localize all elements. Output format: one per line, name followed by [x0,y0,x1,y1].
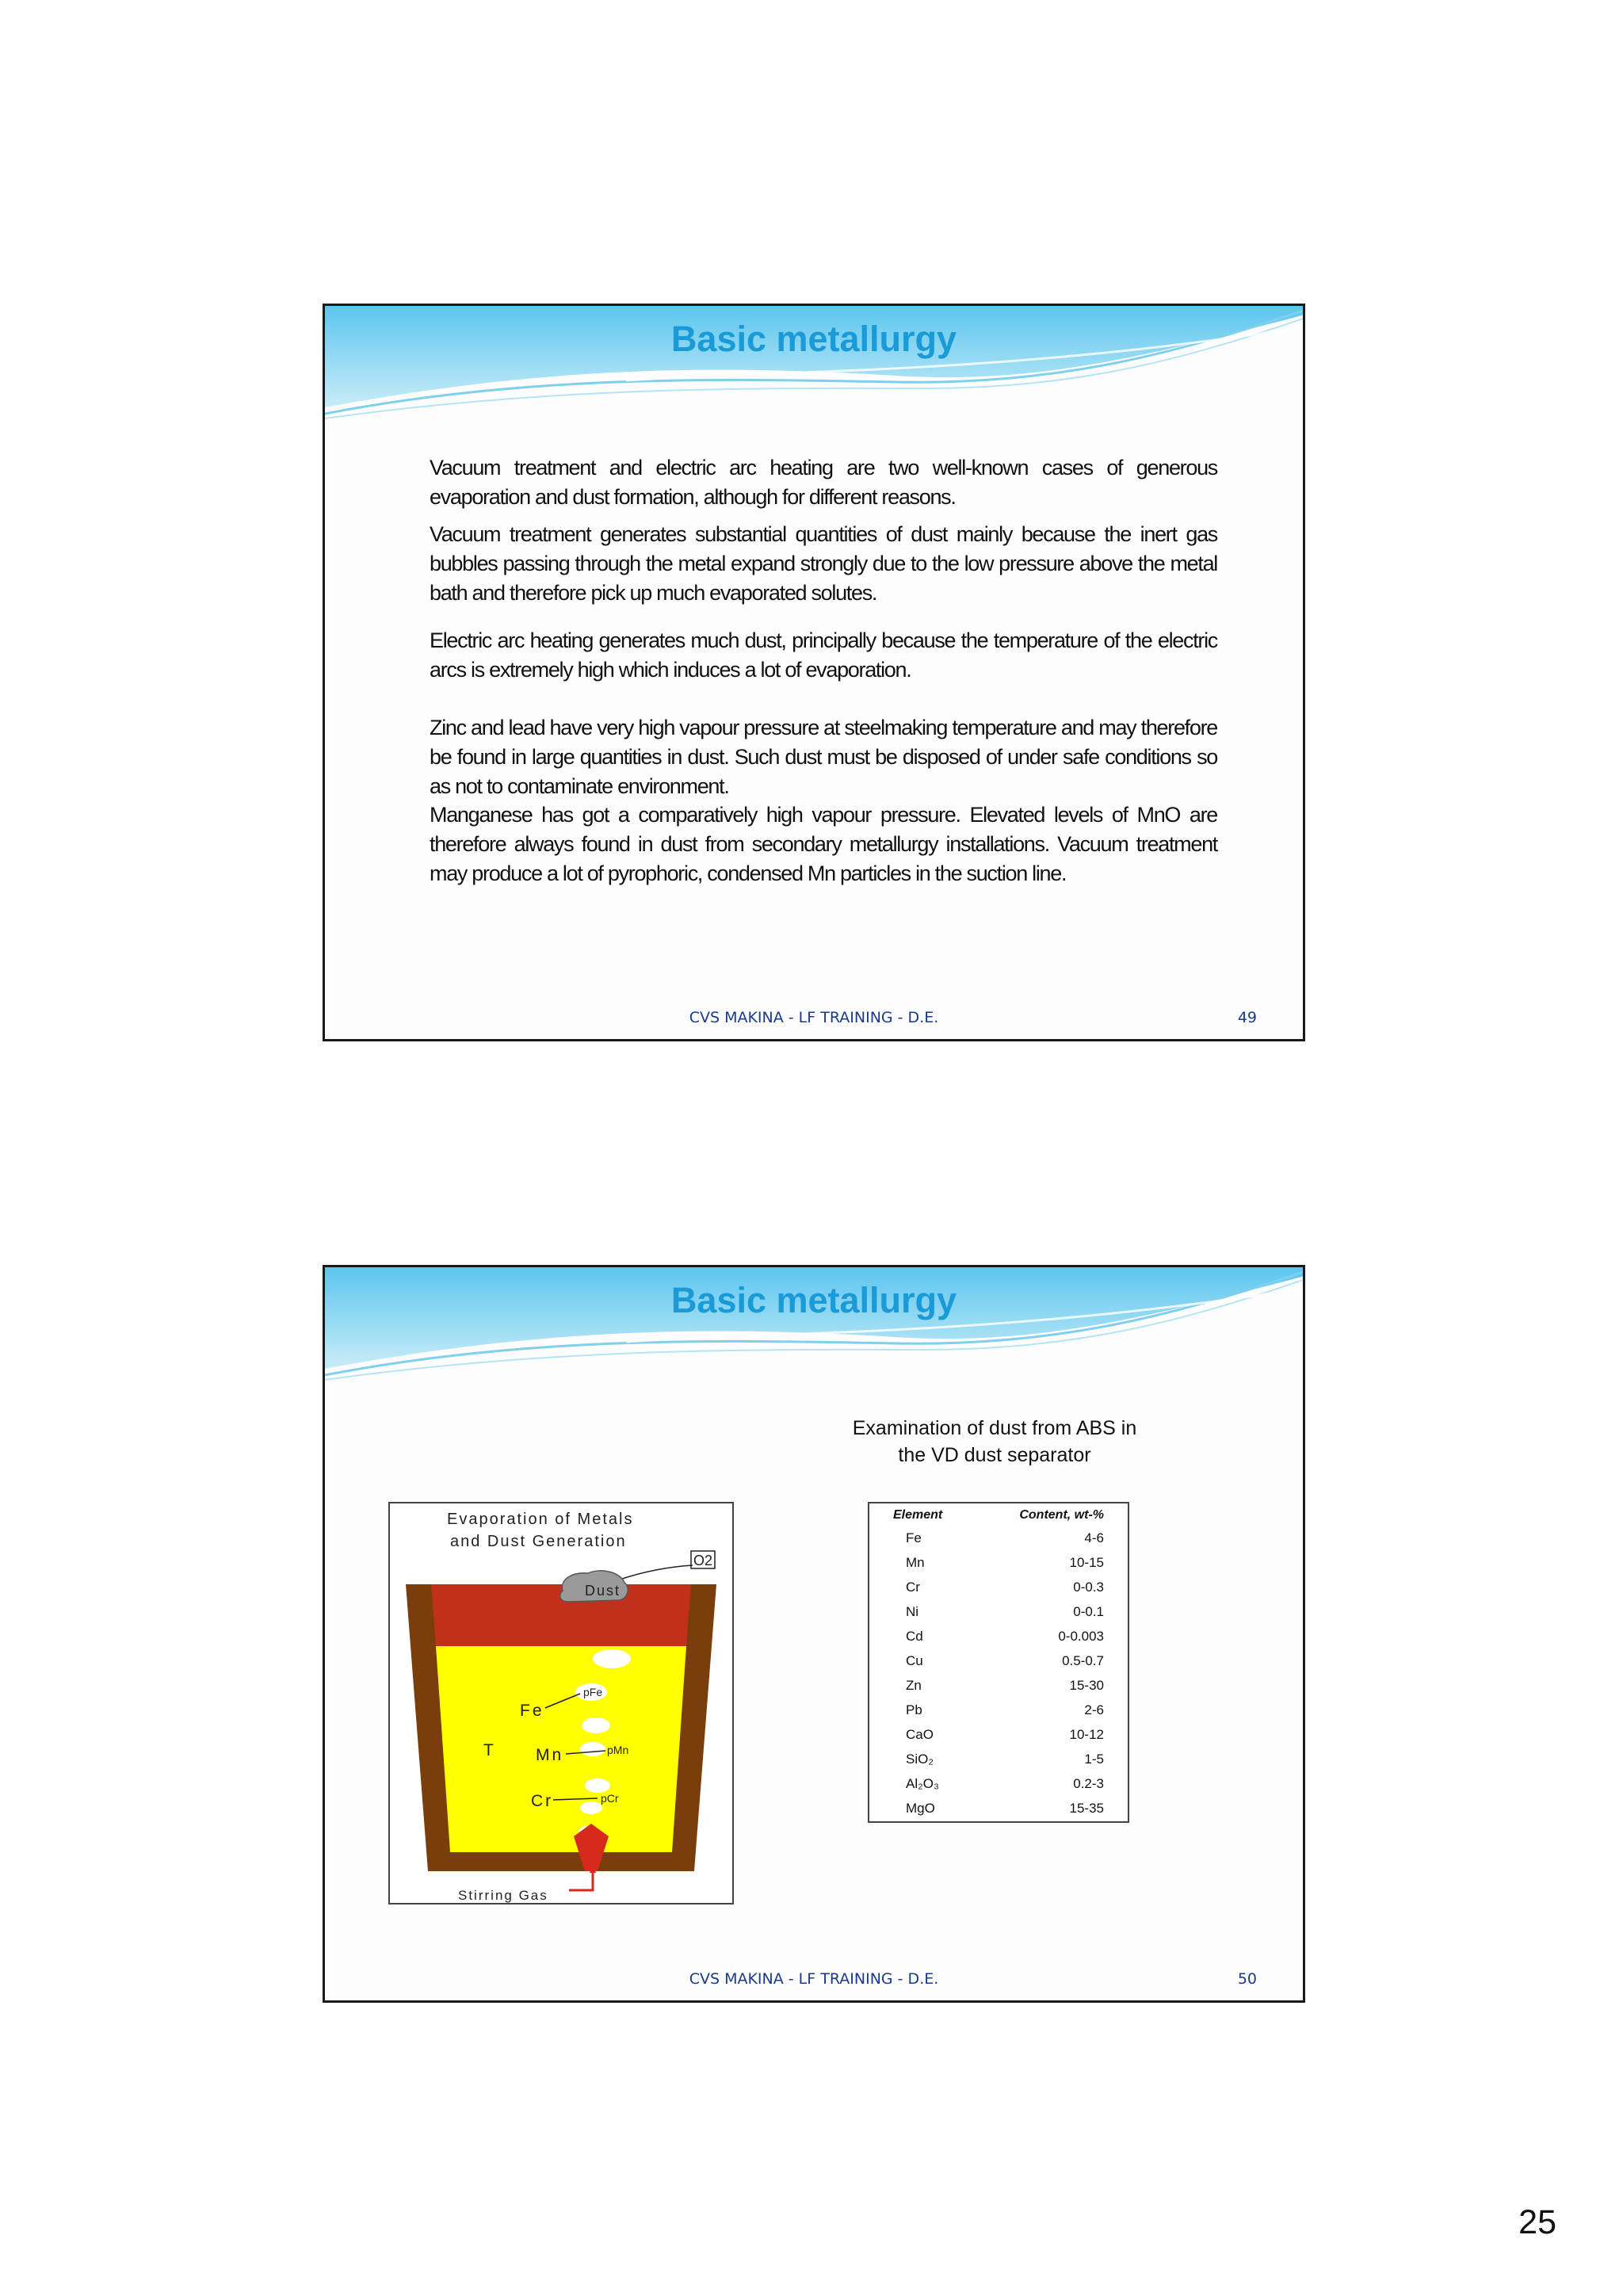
table-row [869,1530,1128,1555]
pfe-label: pFe [583,1686,603,1698]
temperature-label: T [483,1741,494,1759]
dust-composition-table [868,1502,1129,1823]
table-row [869,1653,1128,1678]
gas-bubble [585,1778,610,1793]
paragraph-2: Vacuum treatment generates substantial quantities of dust mainly because the inert gas bubbles passing through the metal expand strongly due to the low pressure above the metal bath and therefore pick up much evaporated solutes. [430,522,1217,605]
content-cell: 0.5-0.7 [1062,1653,1104,1668]
table-row [869,1702,1128,1727]
diagram-title-1: Evaporation of Metals [447,1511,634,1528]
col-header-content: Content, wt-% [1019,1508,1104,1522]
mn-label: Mn [536,1746,564,1764]
paragraph-3: Electric arc heating generates much dust, principally because the temperature of the electric arcs is extremely high which induces a lot of evaporation. [430,628,1217,682]
element-cell: Al₂O₃ [906,1776,939,1791]
element-cell: Zn [906,1678,922,1693]
content-cell: 0-0.3 [1073,1580,1104,1595]
table-row [869,1776,1128,1801]
element-cell: Ni [906,1604,919,1619]
col-header-element: Element [893,1508,943,1522]
gas-bubble [582,1717,610,1733]
stirring-gas-label: Stirring Gas [458,1888,548,1903]
caption-line-2: the VD dust separator [898,1444,1091,1466]
content-cell: 10-12 [1069,1727,1104,1742]
content-cell: 15-35 [1069,1801,1104,1816]
dust-label: Dust [585,1583,621,1599]
content-cell: 0-0.003 [1058,1629,1104,1644]
element-cell: SiO₂ [906,1752,934,1767]
content-cell: 1-5 [1084,1752,1104,1767]
slide-title: Basic metallurgy [670,1280,957,1320]
cr-label: Cr [531,1792,554,1810]
gas-line [569,1871,593,1890]
content-cell: 15-30 [1069,1678,1104,1693]
slide-number: 50 [1237,1970,1257,1988]
element-cell: MgO [906,1801,935,1816]
table-caption [824,1415,1165,1469]
diagram-title-2: and Dust Generation [450,1533,627,1550]
paragraph-1: Vacuum treatment and electric arc heating are two well-known cases of generous evaporation and dust formation, although for different reasons. [430,456,1217,509]
element-cell: Cd [906,1629,923,1644]
content-cell: 0-0.1 [1073,1604,1104,1619]
slide-number: 49 [1237,1009,1257,1026]
slide-title: Basic metallurgy [670,319,957,359]
slide-50 [323,1265,1305,2003]
document-page-number: 25 [1518,2203,1556,2241]
element-cell: Fe [906,1530,922,1545]
element-cell: CaO [906,1727,934,1742]
slide-49 [323,304,1305,1041]
element-cell: Pb [906,1702,922,1717]
slide-footer: CVS MAKINA - LF TRAINING - D.E. [689,1970,939,1988]
ladle-diagram [388,1502,734,1904]
gas-bubble [580,1742,605,1756]
table-row [869,1629,1128,1653]
pcr-label: pCr [601,1792,619,1805]
paragraph-4: Zinc and lead have very high vapour pressure at steelmaking temperature and may therefore be found in large quantities in dust. Such dust must be disposed of under safe conditions so as not to contaminate environment. [430,716,1217,798]
table-row [869,1604,1128,1629]
table-row [869,1801,1128,1825]
content-cell: 10-15 [1069,1555,1104,1570]
element-cell: Cr [906,1580,920,1595]
element-cell: Cu [906,1653,923,1668]
caption-line-1: Examination of dust from ABS in [852,1417,1137,1439]
content-cell: 2-6 [1084,1702,1104,1717]
table-row [869,1555,1128,1580]
paragraph-5: Manganese has got a comparatively high vapour pressure. Elevated levels of MnO are therefore always found in dust from secondary metallurgy installations. Vacuum treatment may produce a lot of pyrophoric, condensed Mn particles in the suction line. [430,803,1217,885]
content-cell: 4-6 [1084,1530,1104,1545]
content-cell: 0.2-3 [1073,1776,1104,1791]
ladle-svg [390,1503,732,1903]
slide-footer: CVS MAKINA - LF TRAINING - D.E. [689,1009,939,1026]
table-row [869,1580,1128,1604]
table-row [869,1727,1128,1752]
element-cell: Mn [906,1555,925,1570]
pmn-label: pMn [607,1744,629,1756]
o2-label: O2 [693,1553,713,1568]
gas-bubble [593,1649,631,1668]
table-row [869,1752,1128,1776]
table-row [869,1678,1128,1702]
fe-label: Fe [520,1702,544,1720]
gas-bubble [580,1801,602,1814]
